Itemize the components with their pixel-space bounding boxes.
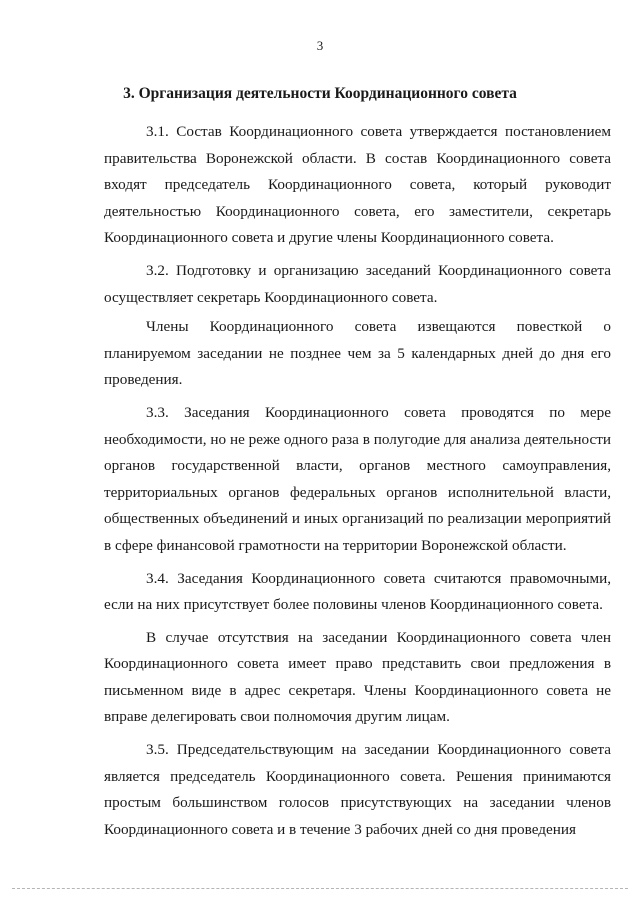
paragraph-3-2: 3.2. Подготовку и организацию заседаний Координационного совета осуществляет секретарь Координационного совета. [104, 261, 611, 306]
paragraph-3-3: 3.3. Заседания Координационного совета проводятся по мере необходимости, но не реже одного раза в полугодие для анализа деятельности органов государственной власти, органов местного самоуправления, территориальных органов федеральных органов исполнительной власти, общественных объединений и иных организаций по реализации мероприятий в сфере финансовой грамотности на территории Воронежской области. [104, 403, 611, 554]
paragraph-3-1: 3.1. Состав Координационного совета утверждается постановлением правительства Воронежской области. В состав Координационного совета входят председатель Координационного совета, который руководит деятельностью Координационного совета, его заместители, секретарь Координационного совета и другие члены Координационного совета. [104, 123, 611, 247]
page-bottom-edge [12, 888, 628, 889]
document-body [104, 119, 611, 849]
section-title: 3. Организация деятельности Координационного совета [123, 85, 517, 102]
paragraph-members-notice: Члены Координационного совета извещаются повесткой о планируемом заседании не позднее чем за 5 календарных дней до дня его проведения. [104, 318, 611, 389]
paragraph-3-5: 3.5. Председательствующим на заседании Координационного совета является председатель Координационного совета. Решения принимаются простым большинством голосов присутствующих на заседании членов Координационного совета и в течение 3 рабочих дней со дня проведения [104, 741, 611, 838]
paragraph-3-4: 3.4. Заседания Координационного совета считаются правомочными, если на них присутствует более половины членов Координационного совета. [104, 569, 611, 614]
page-number: 3 [316, 38, 324, 53]
paragraph-absence: В случае отсутствия на заседании Координационного совета член Координационного совета имеет право представить свои предложения в письменном виде в адрес секретаря. Члены Координационного совета не вправе делегировать свои полномочия другим лицам. [104, 628, 611, 726]
